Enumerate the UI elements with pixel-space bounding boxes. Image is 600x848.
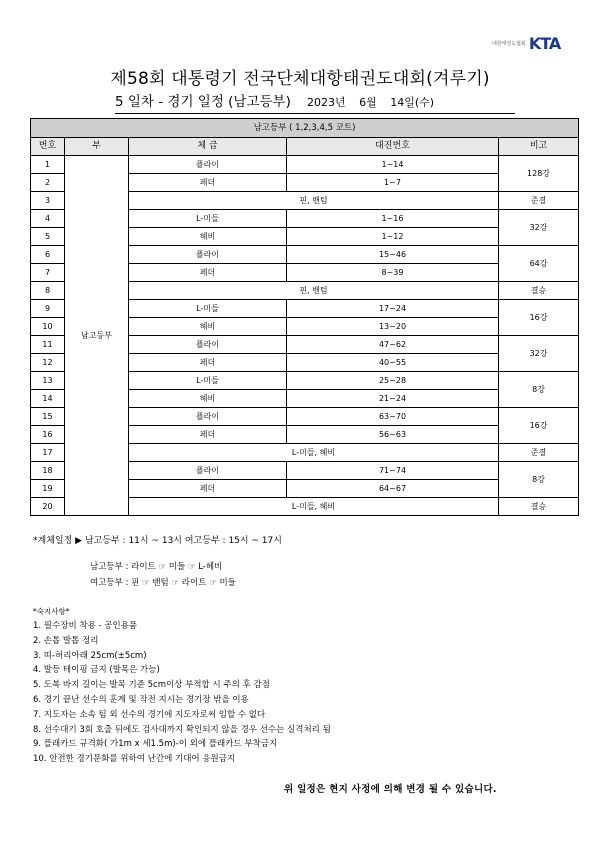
note-cell: 8강: [499, 372, 579, 408]
bracket-cell: 47~62: [287, 336, 499, 354]
weight-cell: 플라이: [129, 336, 287, 354]
weight-cell: 헤비: [129, 318, 287, 336]
row-number: 17: [31, 444, 65, 462]
note-cell: 64강: [499, 246, 579, 282]
bracket-cell: 8~39: [287, 264, 499, 282]
rule-item: 7. 지도자는 소속 팀 외 선수의 경기에 지도자로써 임할 수 없다: [33, 709, 266, 720]
order-boys: 남고등부 : 라이트 ☞ 미들 ☞ L-헤비: [90, 562, 223, 572]
bracket-cell: 25~28: [287, 372, 499, 390]
table-caption-row: [31, 119, 579, 138]
rule-item: 2. 손톱 발톱 정리: [33, 635, 99, 646]
order-girls: 여고등부 : 핀 ☞ 밴텀 ☞ 라이트 ☞ 미들: [90, 578, 236, 588]
weight-cell: 페더: [129, 174, 287, 192]
weight-cell: 플라이: [129, 246, 287, 264]
header-bracket: 대진번호: [287, 138, 499, 156]
subtitle-day: 14일(수): [390, 96, 435, 109]
header-no: 번호: [31, 138, 65, 156]
rule-item: 3. 띠-허리아래 25cm(±5cm): [33, 650, 147, 661]
note-cell: 준결: [499, 192, 579, 210]
weight-cell: L-미들: [129, 210, 287, 228]
bracket-cell: 63~70: [287, 408, 499, 426]
row-number: 11: [31, 336, 65, 354]
row-number: 10: [31, 318, 65, 336]
subtitle-date: [307, 96, 444, 109]
bracket-cell: 15~46: [287, 246, 499, 264]
rule-item: 10. 안전한 경기문화를 위하여 난간에 기대어 응원금지: [33, 754, 236, 765]
footer-notice: 위 일정은 현지 사정에 의해 변경 될 수 있습니다.: [284, 784, 497, 795]
logo-org-text: 대한태권도협회: [492, 40, 526, 47]
weight-cell: 플라이: [129, 462, 287, 480]
table-row: [31, 156, 579, 174]
weight-cell: 헤비: [129, 390, 287, 408]
row-number: 5: [31, 228, 65, 246]
note-cell: 8강: [499, 462, 579, 498]
bracket-cell: 1~16: [287, 210, 499, 228]
weight-cell: 플라이: [129, 156, 287, 174]
table-caption: 남고등부 ( 1,2,3,4,5 코트): [31, 119, 579, 138]
page-title: 제58회 대통령기 전국단체대항태권도대회(겨루기): [110, 69, 490, 89]
row-number: 13: [31, 372, 65, 390]
weigh-in-schedule: *계체일정 ▶ 남고등부 : 11시 ~ 13시 여고등부 : 15시 ~ 17시: [33, 536, 282, 546]
row-number: 8: [31, 282, 65, 300]
bracket-cell: 17~24: [287, 300, 499, 318]
rules-heading: *숙지사항*: [33, 607, 70, 616]
header-weight: 체 급: [129, 138, 287, 156]
row-number: 2: [31, 174, 65, 192]
merged-weight-cell: 핀, 밴텀: [129, 282, 499, 300]
bracket-cell: 40~55: [287, 354, 499, 372]
header-note: 비고: [499, 138, 579, 156]
weight-cell: 헤비: [129, 228, 287, 246]
page-subtitle: [115, 90, 515, 114]
bracket-cell: 56~63: [287, 426, 499, 444]
subtitle-month: 6월: [359, 96, 377, 109]
rule-item: 4. 발등 테이핑 금지 (발목은 가능): [33, 665, 160, 676]
note-cell: 결승: [499, 498, 579, 516]
rule-item: 5. 도복 바지 길이는 발목 기준 5cm이상 부적합 시 주의 후 감점: [33, 680, 270, 691]
weight-cell: 페더: [129, 264, 287, 282]
subtitle-year: 2023년: [307, 96, 346, 109]
weight-cell: 페더: [129, 354, 287, 372]
weight-cell: 페더: [129, 480, 287, 498]
header-division: 부: [65, 138, 129, 156]
rule-item: 6. 경기 끝난 선수의 훈계 및 작전 지시는 경기장 밖을 이용: [33, 695, 249, 705]
row-number: 18: [31, 462, 65, 480]
row-number: 15: [31, 408, 65, 426]
note-cell: 16강: [499, 300, 579, 336]
row-number: 20: [31, 498, 65, 516]
rule-item: 9. 플래카드 규격화( 가1m x 세1.5m)-이 외에 플래카드 부착금지: [33, 739, 278, 750]
bracket-cell: 13~20: [287, 318, 499, 336]
note-cell: 결승: [499, 282, 579, 300]
bracket-cell: 1~7: [287, 174, 499, 192]
bracket-cell: 64~67: [287, 480, 499, 498]
row-number: 4: [31, 210, 65, 228]
schedule-table: [30, 118, 579, 516]
row-number: 14: [31, 390, 65, 408]
merged-weight-cell: 핀, 밴텀: [129, 192, 499, 210]
bracket-cell: 1~14: [287, 156, 499, 174]
logo-mark: KTA: [528, 33, 561, 53]
row-number: 12: [31, 354, 65, 372]
kta-logo: [492, 33, 572, 53]
note-cell: 32강: [499, 336, 579, 372]
bracket-cell: 21~24: [287, 390, 499, 408]
note-cell: 32강: [499, 210, 579, 246]
weight-cell: L-미들: [129, 372, 287, 390]
merged-weight-cell: L-미들, 헤비: [129, 498, 499, 516]
merged-weight-cell: L-미들, 헤비: [129, 444, 499, 462]
rule-item: 8. 선수대기 3회 호출 뒤에도 검사대까지 확인되지 않을 경우 선수는 실격처리 됨: [33, 724, 331, 735]
table-header-row: [31, 138, 579, 156]
weight-cell: 플라이: [129, 408, 287, 426]
note-cell: 128강: [499, 156, 579, 192]
rule-item: 1. 필수장비 착용 - 공인용품: [33, 621, 138, 631]
row-number: 1: [31, 156, 65, 174]
row-number: 9: [31, 300, 65, 318]
note-cell: 16강: [499, 408, 579, 444]
weight-cell: 페더: [129, 426, 287, 444]
weight-cell: L-미들: [129, 300, 287, 318]
note-cell: 준결: [499, 444, 579, 462]
row-number: 19: [31, 480, 65, 498]
row-number: 6: [31, 246, 65, 264]
subtitle-main: 5 일차 - 경기 일정 (남고등부): [115, 94, 291, 110]
row-number: 16: [31, 426, 65, 444]
bracket-cell: 1~12: [287, 228, 499, 246]
bracket-cell: 71~74: [287, 462, 499, 480]
row-number: 7: [31, 264, 65, 282]
division-cell: 남고등부: [65, 156, 129, 516]
row-number: 3: [31, 192, 65, 210]
